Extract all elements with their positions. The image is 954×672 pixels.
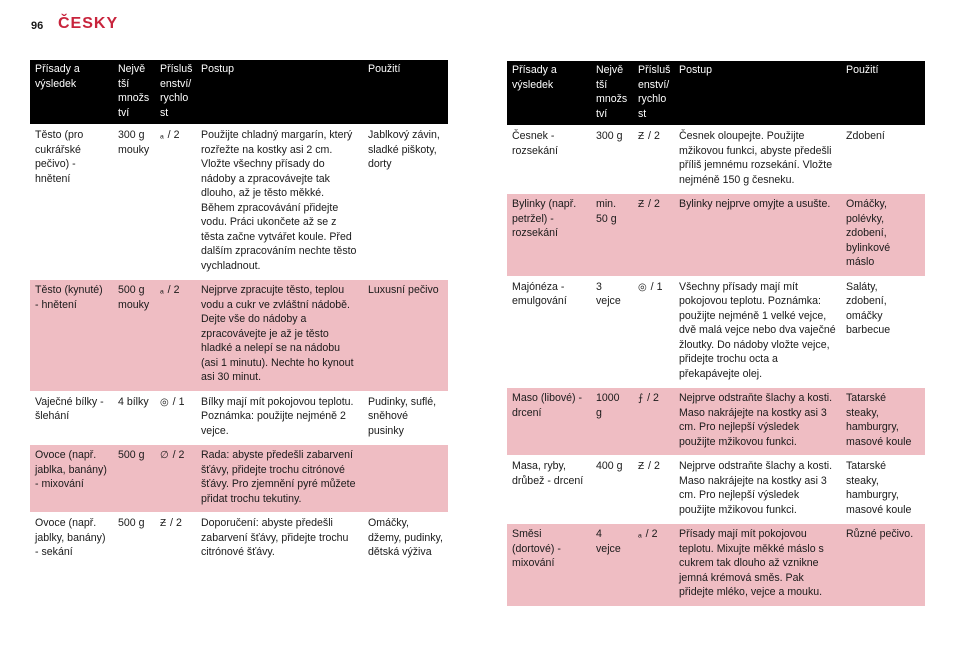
procedure-cell: Nejprve zpracujte těsto, teplou vodu a cukr ve zvláštní nádobě. Dejte vše do nádoby a zpracovávejte je až je těsto hladké a nelepí se na nádobu (asi 1 minutu). Nechte ho kynout asi 30 minut.	[196, 280, 363, 392]
language-title: ČESKY	[58, 15, 119, 32]
table-row	[507, 276, 925, 388]
blade-icon: Ƶ	[638, 199, 645, 210]
procedure-cell: Bylinky nejprve omyjte a usušte.	[674, 194, 841, 277]
use-cell: Tatarské steaky, hamburgry, masové koule	[841, 456, 925, 524]
table-row	[507, 194, 925, 277]
ingredient-cell: Směsi (dortové) - mixování	[507, 524, 591, 606]
speed-value: / 2	[167, 517, 182, 529]
recipe-table-right	[507, 61, 925, 606]
speed-value: / 2	[169, 449, 185, 461]
procedure-cell: Použijte chladný margarín, který rozřežte na kostky asi 2 cm. Vložte všechny přísady do nádoby a zpracovávejte tak dlouho, až je těsto měkké. Během zpracovávání přidejte vodu. Práci ukončete až se z těsta začne vytvářet koule. Před dalším zpracováním nechte těsto vychladnout.	[196, 125, 363, 280]
table-header-row	[507, 61, 925, 126]
header-max-amount: Nejvě tší množs tví	[591, 61, 633, 126]
ingredient-cell: Masa, ryby, drůbež - drcení	[507, 456, 591, 524]
ingredient-cell: Těsto (pro cukrářské pečivo) - hnětení	[30, 125, 113, 280]
table-row	[507, 524, 925, 606]
header-use: Použití	[363, 60, 448, 125]
procedure-cell: Bílky mají mít pokojovou teplotu. Poznámka: použijte nejméně 2 vejce.	[196, 391, 363, 445]
use-cell	[363, 445, 448, 513]
procedure-cell: Přísady mají mít pokojovou teplotu. Mixujte měkké máslo s cukrem tak dlouho až vznikne jemná krémová směs. Pak přidejte mléko, vejce a mouku.	[674, 524, 841, 606]
table-row	[507, 456, 925, 524]
use-cell: Tatarské steaky, hamburgry, masové koule	[841, 388, 925, 456]
amount-cell: 400 g	[591, 456, 633, 524]
header-use: Použití	[841, 61, 925, 126]
speed-value: / 2	[642, 528, 658, 540]
speed-value: / 2	[645, 198, 660, 210]
speed-value: / 1	[169, 395, 185, 408]
procedure-cell: Nejprve odstraňte šlachy a kosti. Maso nakrájejte na kostky asi 3 cm. Pro nejlepší výsledek použijte mžikovou funkci.	[674, 456, 841, 524]
emulsifying-disc-icon: ∅	[160, 450, 169, 461]
speed-value: / 2	[164, 284, 180, 296]
procedure-cell: Rada: abyste předešli zabarvení šťávy, přidejte trochu citrónové šťávy. Pro zjemnění pyré můžete přidat trochu tekutiny.	[196, 445, 363, 513]
table-row	[30, 513, 448, 566]
amount-cell: 500 g	[113, 513, 155, 566]
amount-cell: 4 bílky	[113, 391, 155, 445]
kneading-hook-icon: ₐ	[160, 285, 164, 296]
use-cell: Luxusní pečivo	[363, 280, 448, 392]
speed-value: / 2	[645, 130, 660, 142]
whisk-icon: ◎	[638, 281, 647, 293]
accessory-speed-cell	[633, 126, 674, 194]
ingredient-cell: Česnek - rozsekání	[507, 126, 591, 194]
blade-icon: Ƶ	[638, 131, 645, 142]
amount-cell: 3 vejce	[591, 276, 633, 388]
amount-cell: 300 g	[591, 126, 633, 194]
accessory-speed-cell	[155, 391, 196, 445]
use-cell: Zdobení	[841, 126, 925, 194]
amount-cell: 300 g mouky	[113, 125, 155, 280]
recipe-table-left	[30, 60, 448, 566]
procedure-cell: Česnek oloupejte. Použijte mžikovou funkci, abyste předešli příliš jemnému rozsekání. Vložte nejméně 150 g česneku.	[674, 126, 841, 194]
accessory-speed-cell	[155, 280, 196, 392]
table-row	[30, 391, 448, 445]
procedure-cell: Všechny přísady mají mít pokojovou teplotu. Poznámka: použijte nejméně 1 velké vejce, dvě malá vejce nebo dva vaječné žloutky. Do nádoby vložte vejce, přidejte trochu octa a překapávejte olej.	[674, 276, 841, 388]
speed-value: / 2	[164, 129, 180, 141]
meat-blade-icon: ⨍	[638, 393, 644, 404]
accessory-speed-cell	[633, 276, 674, 388]
use-cell: Omáčky, džemy, pudinky, dětská výživa	[363, 513, 448, 566]
kneading-hook-icon: ₐ	[638, 529, 642, 540]
table-row	[30, 280, 448, 392]
accessory-speed-cell	[155, 513, 196, 566]
accessory-speed-cell	[633, 388, 674, 456]
amount-cell: min. 50 g	[591, 194, 633, 277]
ingredient-cell: Bylinky (např. petržel) - rozsekání	[507, 194, 591, 277]
header-ingredients: Přísady a výsledek	[30, 60, 113, 125]
accessory-speed-cell	[633, 456, 674, 524]
amount-cell: 4 vejce	[591, 524, 633, 606]
accessory-speed-cell	[155, 445, 196, 513]
speed-value: / 2	[645, 460, 660, 472]
header-procedure: Postup	[196, 60, 363, 125]
procedure-cell: Nejprve odstraňte šlachy a kosti. Maso nakrájejte na kostky asi 3 cm. Pro nejlepší výsledek použijte mžikovou funkci.	[674, 388, 841, 456]
blade-icon: Ƶ	[160, 518, 167, 529]
ingredient-cell: Ovoce (např. jablky, banány) - sekání	[30, 513, 113, 566]
procedure-cell: Doporučení: abyste předešli zabarvení šťávy, přidejte trochu citrónové šťávy.	[196, 513, 363, 566]
table-header-row	[30, 60, 448, 125]
ingredient-cell: Majónéza - emulgování	[507, 276, 591, 388]
use-cell: Saláty, zdobení, omáčky barbecue	[841, 276, 925, 388]
amount-cell: 1000 g	[591, 388, 633, 456]
use-cell: Pudinky, suflé, sněhové pusinky	[363, 391, 448, 445]
use-cell: Omáčky, polévky, zdobení, bylinkové máslo	[841, 194, 925, 277]
ingredient-cell: Těsto (kynuté) - hnětení	[30, 280, 113, 392]
table-row	[30, 445, 448, 513]
table-row	[507, 126, 925, 194]
header-accessory-speed: Přísluš enství/ rychlo st	[633, 61, 674, 126]
header-max-amount: Nejvě tší množs tví	[113, 60, 155, 125]
speed-value: / 1	[647, 280, 663, 293]
ingredient-cell: Vaječné bílky - šlehání	[30, 391, 113, 445]
blade-icon: Ƶ	[638, 461, 645, 472]
use-cell: Jablkový závin, sladké piškoty, dorty	[363, 125, 448, 280]
amount-cell: 500 g	[113, 445, 155, 513]
kneading-hook-icon: ₐ	[160, 130, 164, 141]
speed-value: / 2	[644, 392, 659, 404]
use-cell: Různé pečivo.	[841, 524, 925, 606]
header-accessory-speed: Přísluš enství/ rychlo st	[155, 60, 196, 125]
amount-cell: 500 g mouky	[113, 280, 155, 392]
ingredient-cell: Maso (libové) - drcení	[507, 388, 591, 456]
header-ingredients: Přísady a výsledek	[507, 61, 591, 126]
header-procedure: Postup	[674, 61, 841, 126]
table-row	[30, 125, 448, 280]
ingredient-cell: Ovoce (např. jablka, banány) - mixování	[30, 445, 113, 513]
accessory-speed-cell	[155, 125, 196, 280]
accessory-speed-cell	[633, 194, 674, 277]
table-row	[507, 388, 925, 456]
accessory-speed-cell	[633, 524, 674, 606]
whisk-icon: ◎	[160, 396, 169, 408]
page-number: 96	[31, 20, 44, 32]
